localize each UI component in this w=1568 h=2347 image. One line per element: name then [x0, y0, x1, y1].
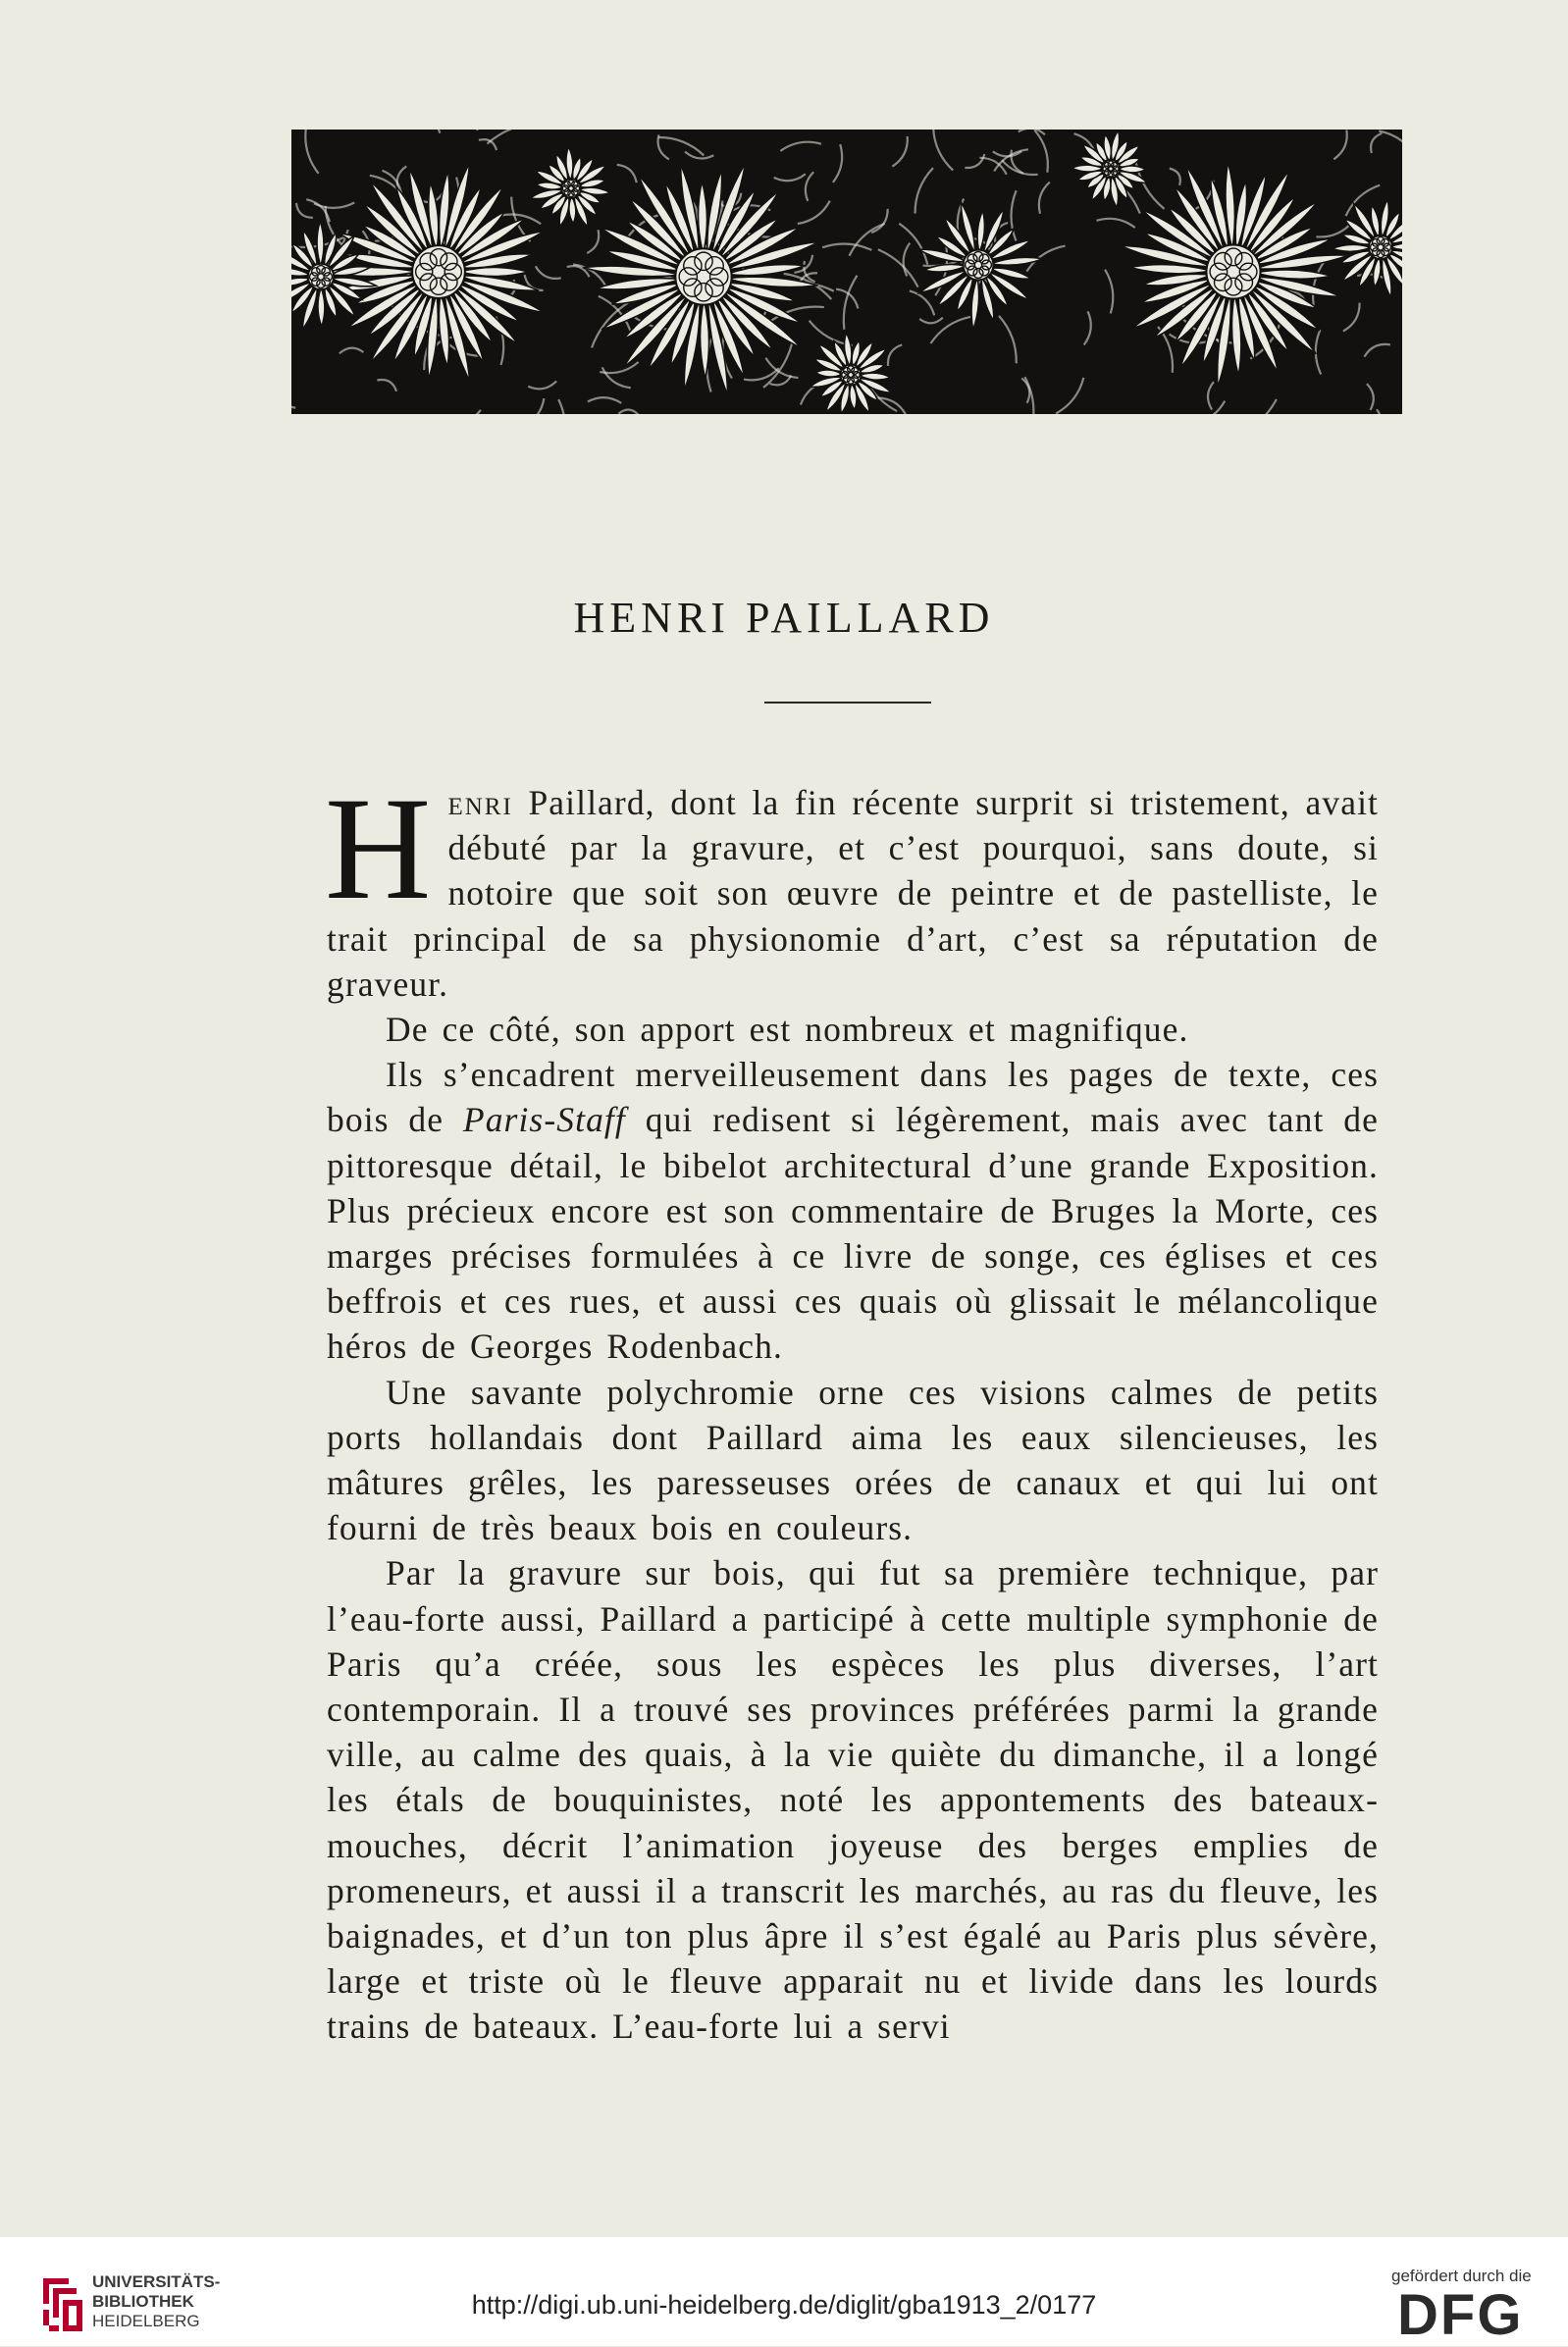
page-title: HENRI PAILLARD — [573, 594, 995, 642]
first-word-smallcaps: enri — [447, 783, 513, 822]
chrysanthemum-bloom — [530, 146, 610, 227]
chrysanthemum-bloom — [918, 202, 1043, 330]
dfg-logo: DFG — [1397, 2283, 1524, 2347]
digitization-footer — [0, 2237, 1568, 2346]
paragraph-4: Une savante polychromie orne ces visions calmes de petits ports hollandais dont Paillard aima les eaux silencieuses, les mâtures grêles, les paresseuses orées de canaux et qui lui ont fourni de très beaux bois en couleurs. — [327, 1372, 1379, 1548]
library-name-line-2: BIBLIOTHEK — [92, 2292, 194, 2311]
paragraph-3-text-b: qui redisent si légèrement, mais avec tant de pittoresque détail, le bibelot architectural d’une grande Exposition. Plus précieux encore est son commentaire de Bruges la Morte, ces marges précises formulées à ce livre de songe, ces églises et ces beffrois et ces rues, et aussi ces quais où glissait le mélancolique héros de Georges Rodenbach. — [327, 1100, 1379, 1367]
paragraph-2: De ce côté, son apport est nombreux et magnifique. — [386, 1010, 1189, 1050]
funding-caption: gefördert durch die — [1391, 2267, 1532, 2285]
chrysanthemum-bloom — [1071, 130, 1147, 208]
paragraph-3-text-a: Ils s’encadrent merveilleusement dans les pages de texte, ces bois de — [327, 1055, 1379, 1140]
chrysanthemum-bloom — [1120, 162, 1348, 388]
drop-cap: H — [325, 767, 433, 930]
frieze-drawing — [291, 130, 1402, 414]
title-divider — [764, 702, 931, 704]
library-name-line-1: UNIVERSITÄTS- — [92, 2272, 221, 2291]
chrysanthemum-bloom — [583, 163, 819, 395]
paragraph-5: Par la gravure sur bois, qui fut sa première technique, par l’eau-forte aussi, Paillard a participé à cette multiple symphonie de Paris qu’a créée, sous les espèces les plus diverses, l’art contemporain. Il a trouvé ses provinces préférées parmi la grande ville, au calme des quais, à la vie quiète du dimanche, il a longé les étals de bouquinistes, noté les appontements des bateaux-mouches, décrit l’animation joyeuse des berges emplies de promeneurs, et aussi il a transcrit les marchés, au ras du fleuve, les baignades, et d’un ton plus âpre il s’est égalé au Paris plus sévère, large et triste où le fleuve apparait nu et livide dans les lourds trains de bateaux. L’eau-forte lui a servi — [327, 1553, 1379, 2047]
paragraph-1 — [325, 767, 1379, 1007]
article-body — [325, 767, 1379, 2050]
chrysanthemum-bloom — [810, 333, 892, 414]
paris-staff-title: Paris-Staff — [462, 1100, 626, 1140]
permalink-url[interactable]: http://digi.ub.uni-heidelberg.de/diglit/gba1913_2/0177 — [471, 2290, 1097, 2320]
library-name-line-3: HEIDELBERG — [92, 2312, 200, 2330]
paragraph-3 — [327, 1052, 1379, 1369]
paragraph-1-text: Paillard, dont la fin récente surprit si tristement, avait débuté par la gravure, et c’est pourquoi, sans doute, si notoire que soit son œuvre de peintre et de pastelliste, le trait principal de sa physionomie d’art, c’est sa réputation de graveur. — [327, 783, 1379, 1004]
chrysanthemum-frieze-ornament — [291, 130, 1402, 414]
chrysanthemum-bloom — [1333, 199, 1402, 297]
